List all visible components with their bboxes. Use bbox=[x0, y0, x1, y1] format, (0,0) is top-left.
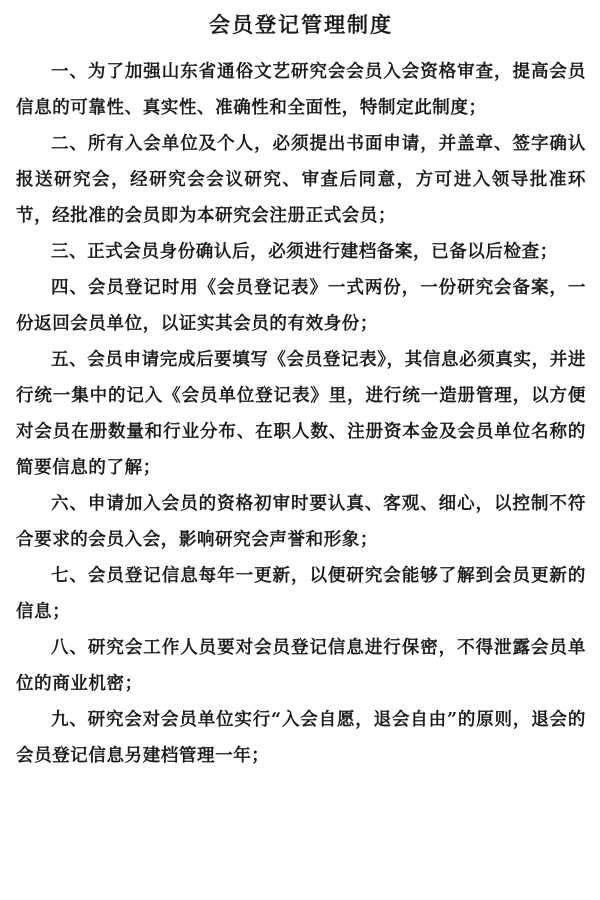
clause-7: 七、会员登记信息每年一更新，以便研究会能够了解到会员更新的信息； bbox=[16, 566, 586, 622]
clause-6: 六、申请加入会员的资格初审时要认真、客观、细心，以控制不符合要求的会员入会，影响研究会声誉和形象； bbox=[16, 494, 586, 550]
clause-2: 二、所有入会单位及个人，必须提出书面申请，并盖章、签字确认报送研究会，经研究会会议研究、审查后同意，方可进入领导批准环节，经批准的会员即为本研究会注册正式会员； bbox=[16, 134, 586, 226]
clause-1: 一、为了加强山东省通俗文艺研究会会员入会资格审查，提高会员信息的可靠性、真实性、准确性和全面性，特制定此制度； bbox=[16, 62, 586, 118]
clause-8: 八、研究会工作人员要对会员登记信息进行保密，不得泄露会员单位的商业机密； bbox=[16, 638, 586, 694]
clause-5: 五、会员申请完成后要填写《会员登记表》，其信息必须真实，并进行统一集中的记入《会员单位登记表》里，进行统一造册管理，以方便对会员在册数量和行业分布、在职人数、注册资本金及会员单位名称的简要信息的了解； bbox=[16, 350, 586, 478]
document-title: 会员登记管理制度 bbox=[209, 12, 393, 37]
clause-9: 九、研究会对会员单位实行“入会自愿，退会自由”的原则，退会的会员登记信息另建档管理一年； bbox=[16, 710, 586, 766]
clause-3: 三、正式会员身份确认后，必须进行建档备案，已备以后检查； bbox=[51, 242, 558, 262]
clause-4: 四、会员登记时用《会员登记表》一式两份，一份研究会备案，一份返回会员单位，以证实其会员的有效身份； bbox=[16, 278, 586, 334]
